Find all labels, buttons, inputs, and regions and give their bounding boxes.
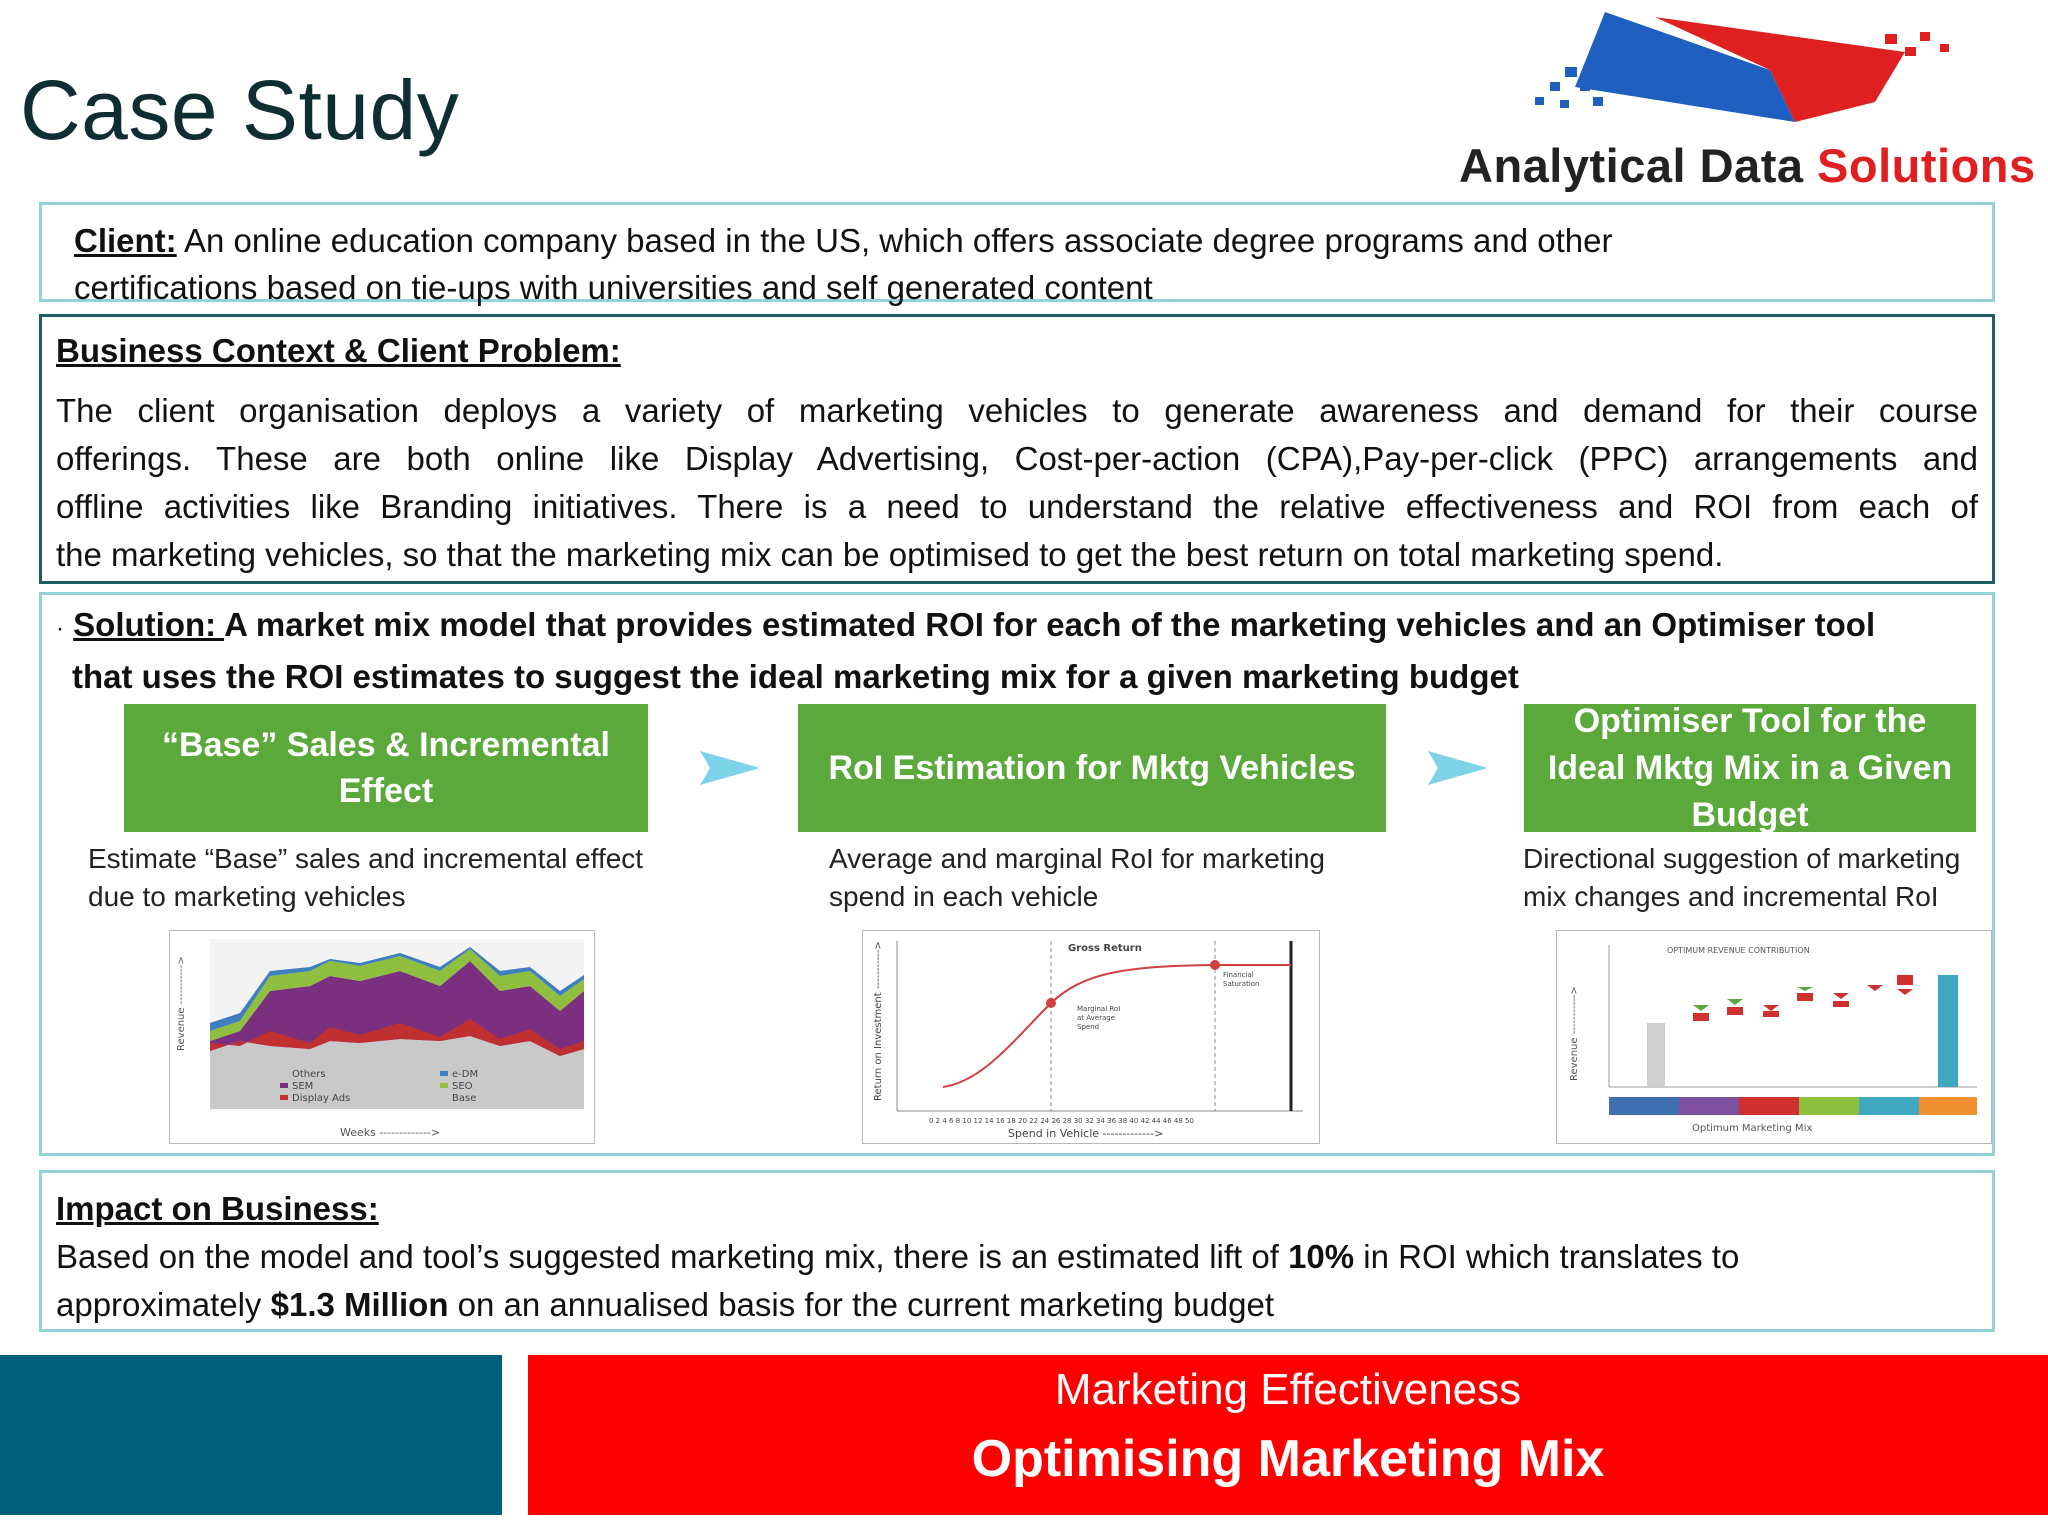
context-line: offerings. These are both online like Display Advertising, Cost-per-action (CPA),Pay-per-click (PPC) arrangements and — [56, 440, 1978, 477]
step-base-sales-box: “Base” Sales & Incremental Effect — [124, 704, 648, 832]
context-heading: Business Context & Client Problem: — [56, 332, 621, 369]
area-legend-item: Others — [292, 1069, 326, 1080]
area-legend-item: Base — [452, 1093, 477, 1104]
step-optimiser-description: Directional suggestion of marketing mix changes and incremental RoI — [1523, 843, 1961, 912]
roi-curve-chart-thumbnail — [862, 930, 1320, 1144]
area-legend-item: e-DM — [452, 1069, 479, 1080]
business-context-section — [39, 314, 1995, 584]
client-text-line2: certifications based on tie-ups with universities and self generated content — [74, 269, 1153, 306]
impact-section — [39, 1170, 1995, 1332]
optimum-title: OPTIMUM REVENUE CONTRIBUTION — [1667, 946, 1810, 955]
context-line: offline activities like Branding initiatives. There is a need to understand the relative effectiveness and ROI from each of — [56, 488, 1978, 525]
footer-subtitle: Marketing Effectiveness — [1054, 1365, 1522, 1414]
impact-line1: Based on the model and tool’s suggested marketing mix, there is an estimated lift of 10% in ROI which translates to — [56, 1238, 1740, 1275]
area-legend-item: SEO — [452, 1081, 473, 1092]
optimum-ylabel: Revenue -----------> — [1569, 986, 1580, 1081]
curve-annotation: Spend — [1077, 1023, 1100, 1031]
context-line: The client organisation deploys a variety of marketing vehicles to generate awareness and demand for their course — [56, 392, 1978, 429]
arrow-right-icon — [1428, 751, 1488, 785]
curve-ylabel: Return on Investment -----------> — [873, 941, 884, 1101]
footer-teal-bar — [0, 1355, 502, 1515]
curve-annotation: Financial — [1223, 971, 1254, 979]
area-chart-xlabel: Weeks -------------> — [340, 1126, 441, 1139]
client-label: Client: — [74, 222, 177, 259]
step-roi-estimation-box: RoI Estimation for Mktg Vehicles — [798, 704, 1386, 832]
impact-roi-lift: 10% — [1288, 1238, 1355, 1275]
optimum-xlabel: Optimum Marketing Mix — [1692, 1123, 1813, 1134]
impact-heading: Impact on Business: — [56, 1190, 379, 1227]
client-section — [39, 202, 1995, 306]
arrow-right-icon — [700, 751, 760, 785]
page-title: Case Study — [20, 63, 460, 157]
client-text-line1: An online education company based in the US, which offers associate degree programs and other — [176, 222, 1613, 259]
solution-text-line2: that uses the ROI estimates to suggest the ideal marketing mix for a given marketing budget — [72, 658, 1519, 695]
solution-text-line1: A market mix model that provides estimated ROI for each of the marketing vehicles and an Optimiser tool — [224, 606, 1876, 643]
area-legend-item: SEM — [292, 1081, 314, 1092]
logo-flag-graphic — [1445, 12, 2045, 142]
area-legend-item: Display Ads — [292, 1093, 351, 1104]
solution-label: Solution: — [73, 606, 225, 643]
impact-value: $1.3 Million — [270, 1286, 449, 1323]
curve-xlabel: Spend in Vehicle -------------> — [1008, 1127, 1164, 1140]
curve-annotation: at Average — [1077, 1014, 1116, 1022]
company-logo — [1445, 12, 2045, 202]
stacked-area-chart-thumbnail — [169, 930, 595, 1144]
logo-wordmark: Analytical Data Solutions — [1459, 139, 2036, 192]
footer-red-banner — [528, 1355, 2048, 1515]
context-line: the marketing vehicles, so that the marketing mix can be optimised to get the best return on total marketing spend. — [56, 536, 1724, 573]
curve-title: Gross Return — [1068, 943, 1142, 954]
step-roi-description: Average and marginal RoI for marketing spend in each vehicle — [829, 843, 1325, 912]
curve-annotation: Saturation — [1223, 980, 1260, 988]
step-optimiser-box: Optimiser Tool for the Ideal Mktg Mix in a Given Budget — [1524, 704, 1976, 832]
curve-annotation: Marginal RoI — [1077, 1005, 1121, 1013]
area-chart-ylabel: Revenue -----------> — [176, 956, 187, 1051]
optimum-revenue-chart-thumbnail — [1556, 930, 1992, 1144]
step-base-sales-description: Estimate “Base” sales and incremental effect due to marketing vehicles — [88, 843, 644, 912]
impact-line2: approximately $1.3 Million on an annualised basis for the current marketing budget — [56, 1286, 1274, 1323]
footer-title: Optimising Marketing Mix — [971, 1430, 1605, 1488]
curve-x-ticks: 0 2 4 6 8 10 12 14 16 18 20 22 24 26 28 30 32 34 36 38 40 42 44 46 48 50 — [929, 1117, 1194, 1125]
solution-bullet: · — [56, 615, 64, 642]
